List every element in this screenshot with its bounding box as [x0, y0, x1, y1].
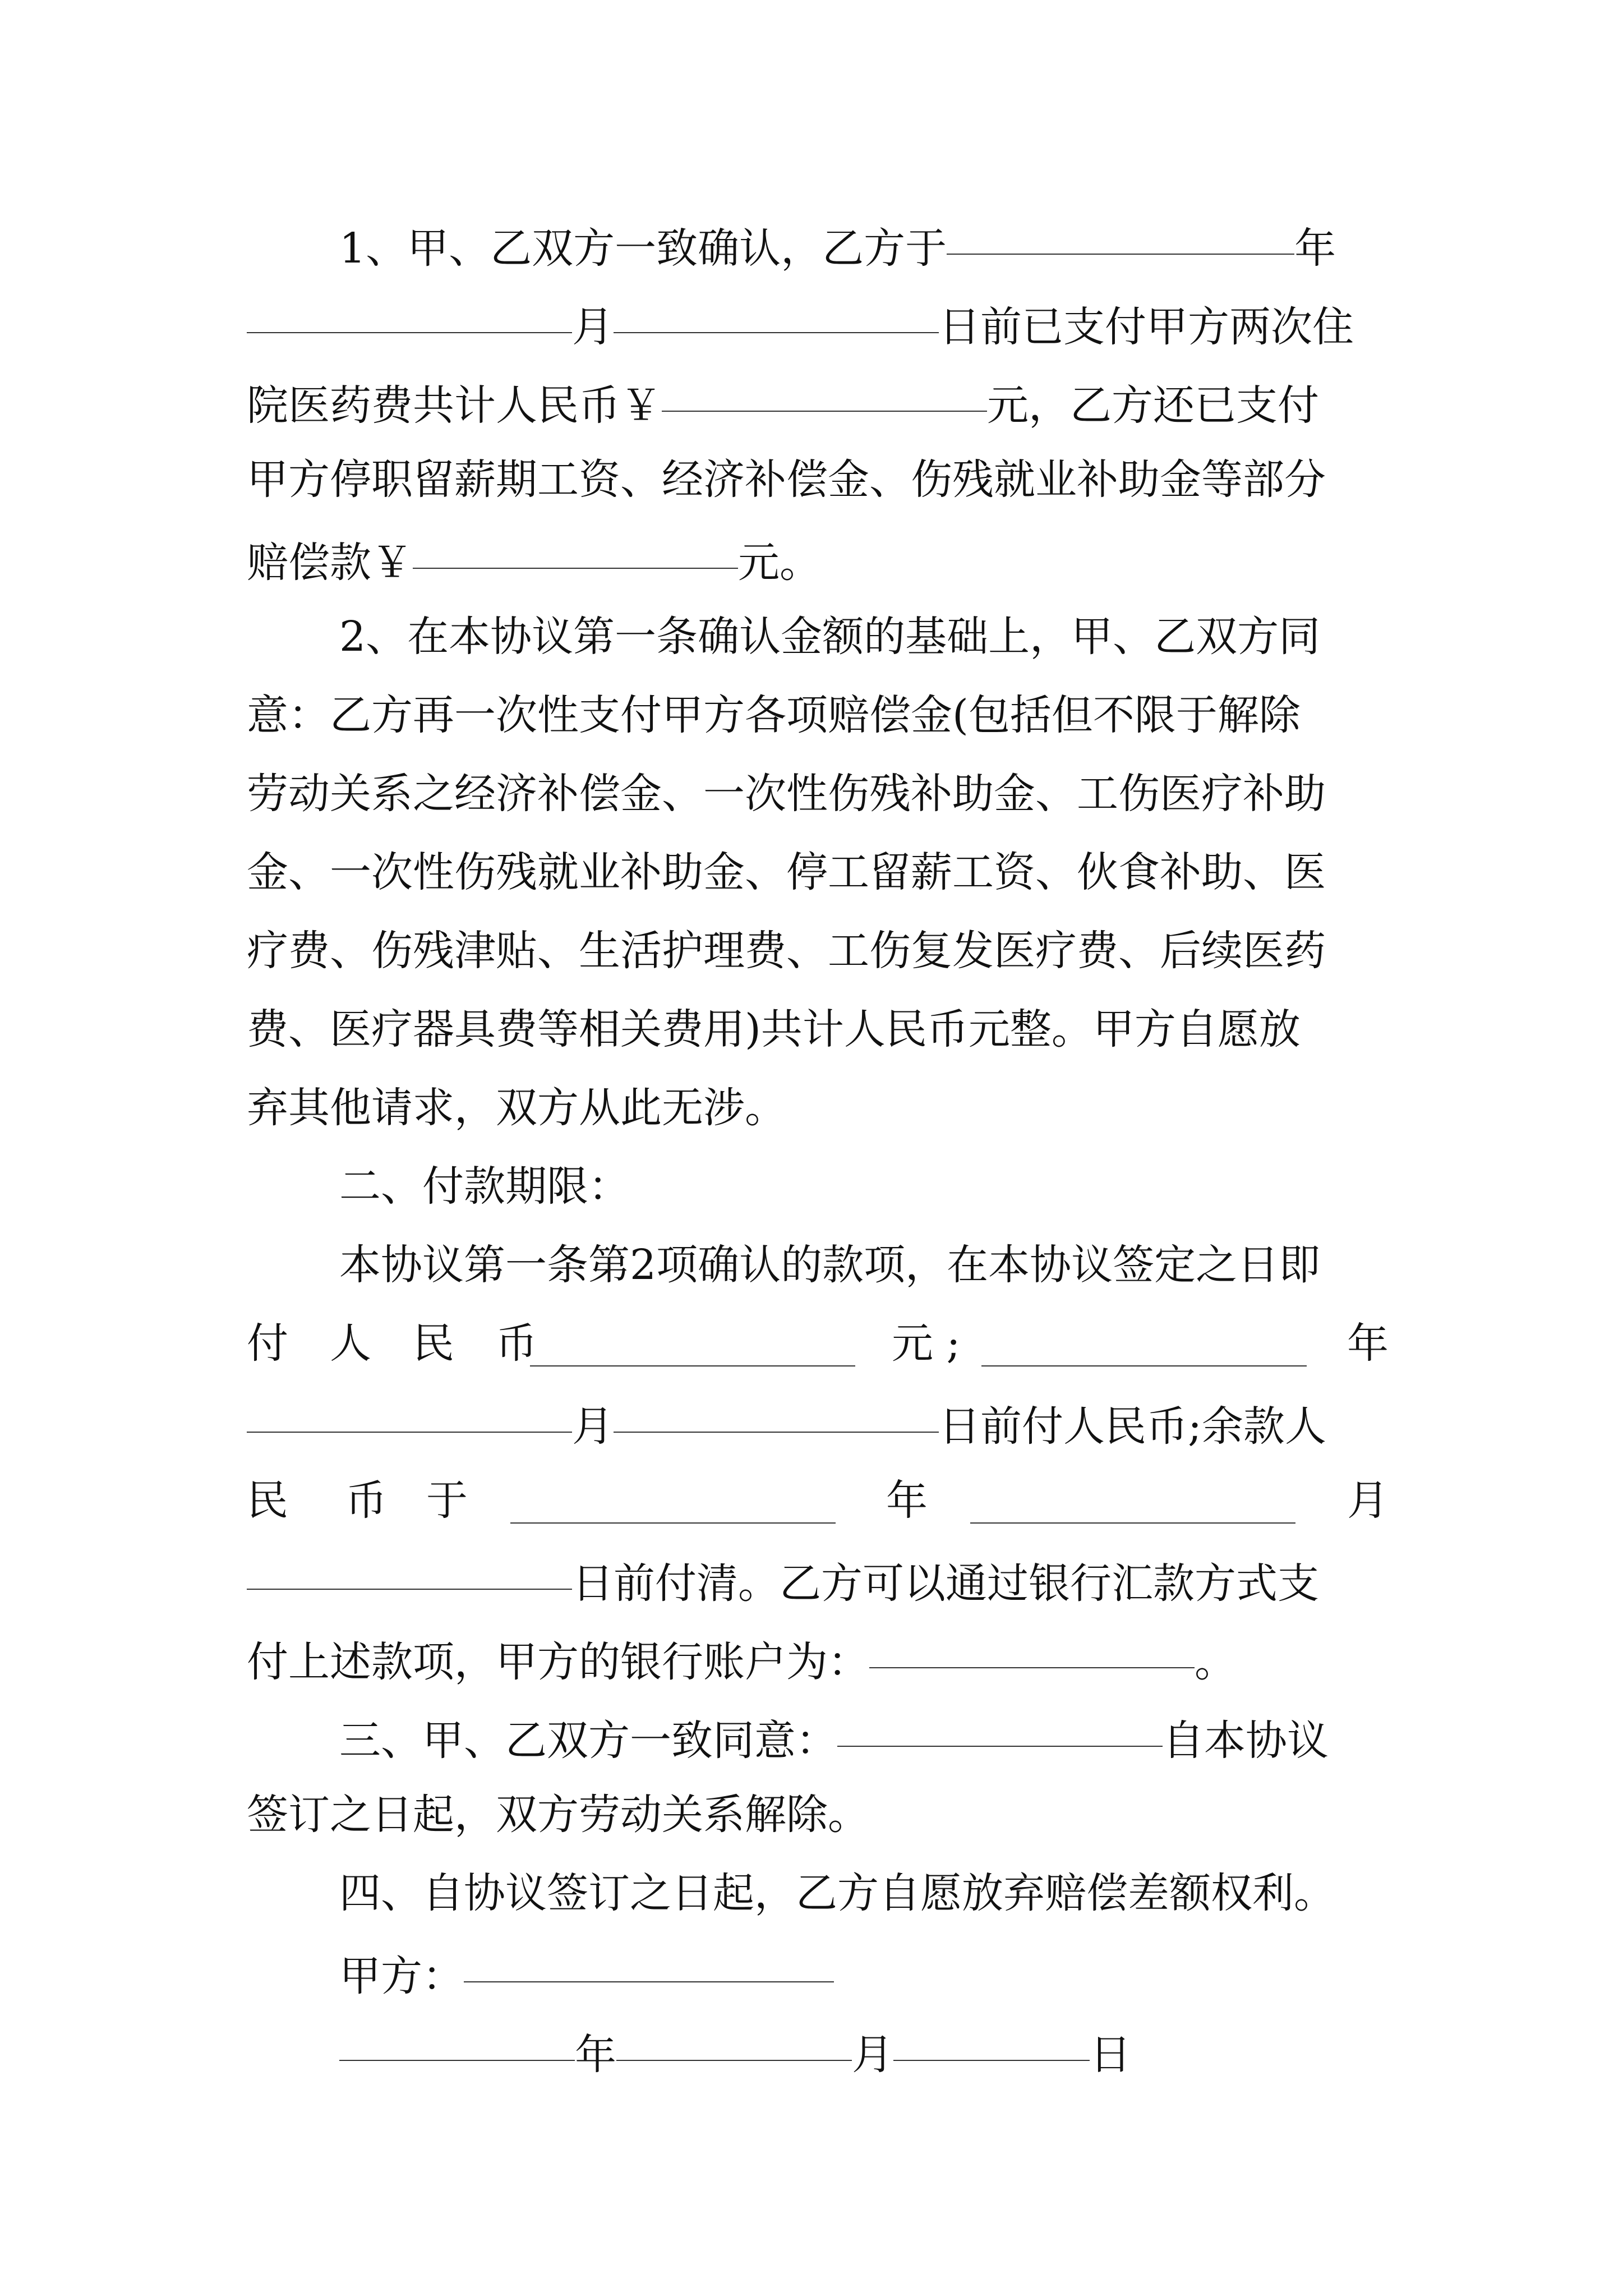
- party-a-label: 甲方：: [339, 1952, 464, 2000]
- month-label: 月: [852, 2031, 893, 2079]
- blank-line: [947, 213, 1294, 255]
- item1-text: 院医药费共计人民币￥: [247, 381, 662, 430]
- section2-line1: 本协议第一条第2项确认的款项，在本协议签定之日即: [339, 1241, 1321, 1289]
- section4-line1: 四、自协议签订之日起，乙方自愿放弃赔偿差额权利。: [339, 1869, 1335, 1917]
- char: 币: [496, 1319, 537, 1368]
- blank-line: [247, 1391, 572, 1433]
- bank-account-blank: [869, 1627, 1195, 1668]
- item1-text: 1、甲、乙双方一致确认，乙方于: [339, 224, 947, 273]
- item2-line1: 2、在本协议第一条确认金额的基础上，甲、乙双方同: [339, 613, 1321, 661]
- item1-line1: [339, 213, 1336, 275]
- item1-line5: [247, 527, 821, 589]
- blank-line: [893, 2019, 1090, 2061]
- item2-line7: 弃其他请求，双方从此无涉。: [247, 1084, 786, 1132]
- section2-line5: [247, 1548, 1319, 1610]
- item1-line4: 甲方停职留薪期工资、经济补偿金、伤残就业补助金等部分: [247, 455, 1326, 504]
- year-label: 年: [1294, 224, 1336, 273]
- item1-text: 赔偿款￥: [247, 539, 413, 587]
- blank-line: [616, 2019, 852, 2061]
- yuan-label: 元 ;: [892, 1319, 961, 1368]
- char: 于: [426, 1476, 468, 1525]
- item1-line3: [247, 370, 1319, 432]
- section3-line2: 签订之日起，双方劳动关系解除。: [247, 1791, 869, 1839]
- signature-date: [339, 2019, 1131, 2081]
- blank-line: [837, 1705, 1163, 1747]
- year-label: 年: [575, 2031, 616, 2079]
- section2-text: 日前付清。乙方可以通过银行汇款方式支: [572, 1559, 1319, 1608]
- item1-text: 元，乙方还已支付: [987, 381, 1319, 430]
- section3-text: 三、甲、乙双方一致同意：: [339, 1717, 837, 1765]
- year-label: 年: [886, 1476, 928, 1525]
- blank-line: [614, 1391, 939, 1433]
- char: 人: [330, 1319, 371, 1368]
- item2-line2: 意：乙方再一次性支付甲方各项赔偿金(包括但不限于解除: [247, 691, 1301, 739]
- section2-text: 日前付人民币;余款人: [939, 1402, 1326, 1451]
- char: 币: [345, 1476, 387, 1525]
- blank-line: [339, 2019, 575, 2061]
- blank-line: [413, 527, 738, 569]
- year-label: 年: [1347, 1319, 1389, 1368]
- blank-line: [970, 1482, 1295, 1524]
- char: 付: [247, 1319, 288, 1368]
- char: 民: [413, 1319, 454, 1368]
- section2-line6: [247, 1627, 1236, 1688]
- month-label: 月: [572, 1402, 614, 1451]
- signature-party-a: [339, 1941, 834, 2003]
- section3-line1: [339, 1705, 1329, 1767]
- month-label: 月: [1347, 1476, 1389, 1525]
- item1-text: 元。: [738, 539, 821, 587]
- char: 民: [247, 1476, 288, 1525]
- item2-line5: 疗费、伤残津贴、生活护理费、工伤复发医疗费、后续医药: [247, 927, 1326, 975]
- item2-line6: 费、医疗器具费等相关费用)共计人民币元整。甲方自愿放: [247, 1005, 1301, 1053]
- blank-line: [510, 1482, 836, 1524]
- day-label: 日: [1090, 2031, 1131, 2079]
- section2-heading: 二、付款期限：: [339, 1162, 630, 1211]
- section2-line3: [247, 1391, 1326, 1453]
- section2-text: 付上述款项，甲方的银行账户为：: [247, 1638, 869, 1686]
- section3-text: 自本协议: [1163, 1717, 1329, 1765]
- blank-line: [614, 292, 939, 333]
- blank-line: [981, 1325, 1307, 1366]
- blank-line: [247, 292, 572, 333]
- section2-line2: [247, 1313, 1391, 1374]
- blank-line: [530, 1325, 855, 1366]
- section2-line4: [247, 1470, 1391, 1531]
- item2-line4: 金、一次性伤残就业补助金、停工留薪工资、伙食补助、医: [247, 848, 1326, 896]
- item2-line3: 劳动关系之经济补偿金、一次性伤残补助金、工伤医疗补助: [247, 770, 1326, 818]
- signature-blank: [464, 1941, 834, 1982]
- item1-text: 日前已支付甲方两次住: [939, 303, 1354, 351]
- blank-line: [247, 1548, 572, 1590]
- item1-line2: [247, 292, 1354, 353]
- month-label: 月: [572, 303, 614, 351]
- blank-line: [662, 370, 987, 412]
- section2-text: 。: [1195, 1638, 1236, 1686]
